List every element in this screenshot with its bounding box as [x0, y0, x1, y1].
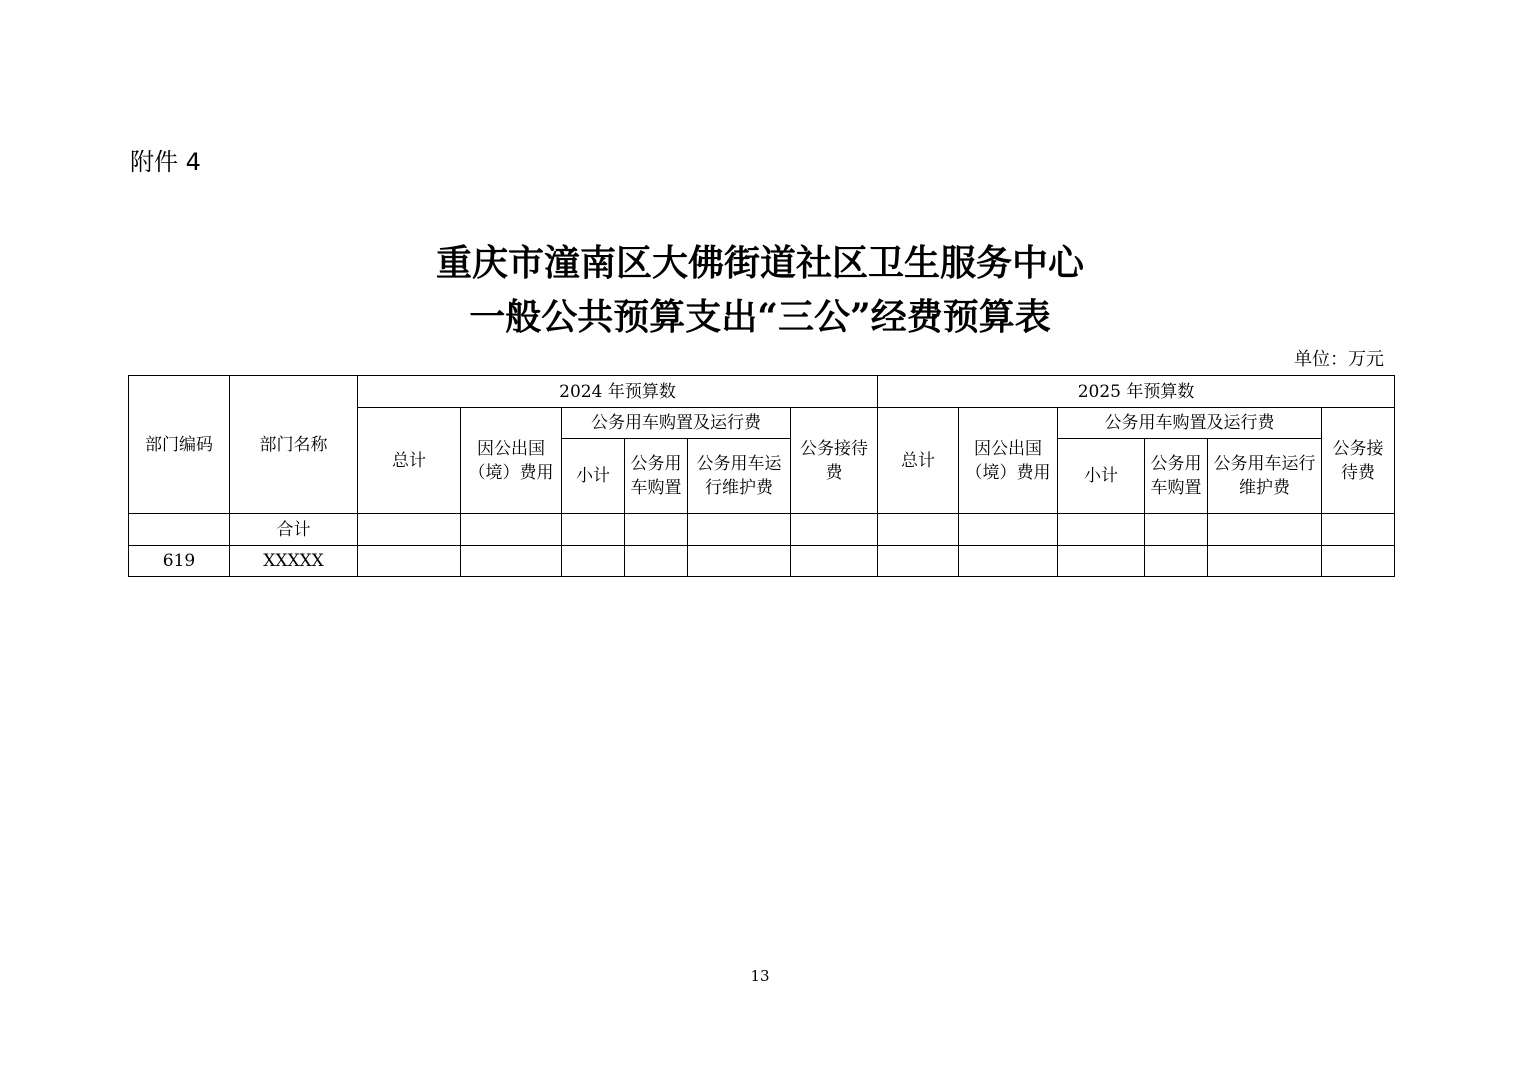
header-total-2024: 总计 — [358, 408, 461, 514]
header-vehicle-maintenance-2024: 公务用车运行维护费 — [688, 439, 791, 514]
header-vehicle-group-2024: 公务用车购置及运行费 — [562, 408, 791, 439]
header-vehicle-purchase-2025: 公务用车购置 — [1145, 439, 1208, 514]
table-row — [129, 514, 1395, 546]
header-total-2025: 总计 — [878, 408, 959, 514]
cell-empty — [1322, 546, 1395, 577]
cell-empty — [562, 514, 625, 546]
cell-empty — [562, 546, 625, 577]
cell-empty — [358, 514, 461, 546]
header-reception-2024: 公务接待费 — [791, 408, 878, 514]
header-vehicle-maintenance-2025: 公务用车运行维护费 — [1208, 439, 1322, 514]
cell-empty — [1058, 546, 1145, 577]
cell-empty — [1058, 514, 1145, 546]
table-row — [129, 546, 1395, 577]
header-abroad-2025: 因公出国（境）费用 — [959, 408, 1058, 514]
cell-empty — [878, 546, 959, 577]
cell-empty — [878, 514, 959, 546]
attachment-label: 附件 4 — [130, 148, 201, 176]
header-vehicle-group-2025: 公务用车购置及运行费 — [1058, 408, 1322, 439]
cell-empty — [959, 514, 1058, 546]
header-subtotal-2024: 小计 — [562, 439, 625, 514]
header-abroad-2024: 因公出国（境）费用 — [461, 408, 562, 514]
cell-empty — [688, 546, 791, 577]
cell-empty — [625, 514, 688, 546]
cell-empty — [1208, 546, 1322, 577]
header-reception-2025: 公务接待费 — [1322, 408, 1395, 514]
unit-label: 单位：万元 — [1294, 349, 1384, 370]
cell-empty — [1322, 514, 1395, 546]
page-number: 13 — [750, 967, 770, 985]
header-year-2025: 2025 年预算数 — [878, 376, 1395, 408]
cell-empty — [791, 546, 878, 577]
cell-empty — [358, 546, 461, 577]
header-year-2024: 2024 年预算数 — [358, 376, 878, 408]
header-dept-name: 部门名称 — [230, 376, 358, 514]
cell-empty — [1145, 514, 1208, 546]
cell-empty — [461, 546, 562, 577]
cell-empty — [461, 514, 562, 546]
header-subtotal-2025: 小计 — [1058, 439, 1145, 514]
cell-empty — [1145, 546, 1208, 577]
cell-dept-name: XXXXX — [230, 546, 358, 577]
cell-dept-code: 619 — [129, 546, 230, 577]
cell-empty — [688, 514, 791, 546]
header-dept-code: 部门编码 — [129, 376, 230, 514]
document-title-line-2: 一般公共预算支出“三公”经费预算表 — [469, 296, 1051, 338]
cell-empty — [625, 546, 688, 577]
cell-empty — [1208, 514, 1322, 546]
cell-empty — [959, 546, 1058, 577]
cell-dept-code — [129, 514, 230, 546]
document-title-line-1: 重庆市潼南区大佛街道社区卫生服务中心 — [435, 242, 1084, 284]
cell-dept-name: 合计 — [230, 514, 358, 546]
cell-empty — [791, 514, 878, 546]
budget-table — [128, 375, 1395, 577]
header-vehicle-purchase-2024: 公务用车购置 — [625, 439, 688, 514]
